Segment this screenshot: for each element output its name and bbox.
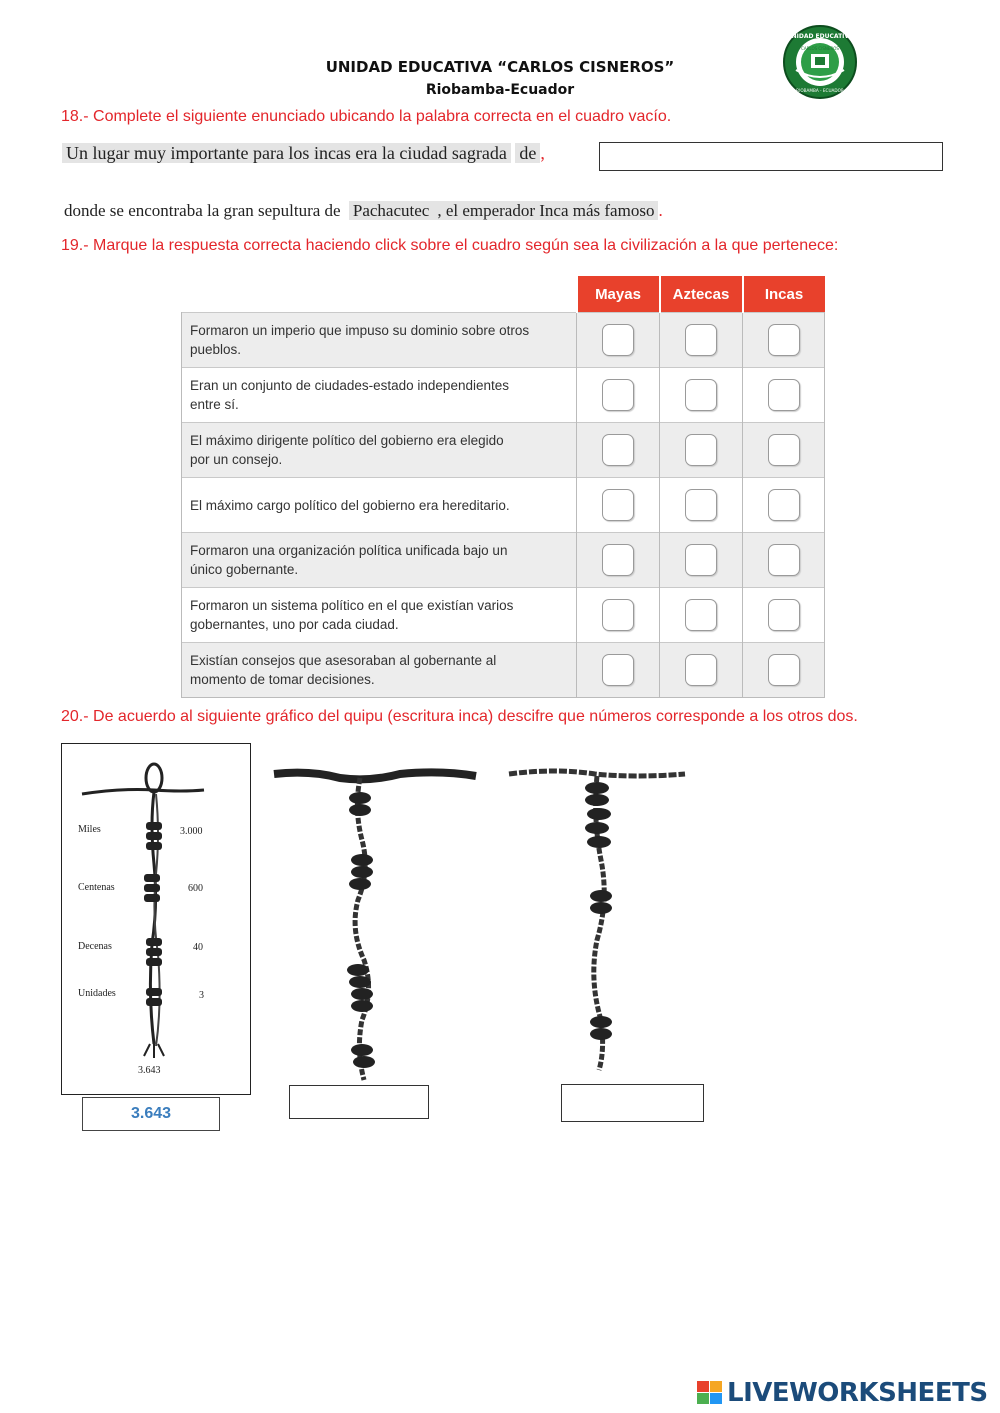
checkbox-incas[interactable]: [768, 379, 800, 411]
statement-cell: [182, 313, 577, 368]
q19-prompt: 19.- Marque la respuesta correcta haciendo click sobre el cuadro según sea la civilización a la que pertenece:: [61, 237, 839, 254]
q18-line2-rest: , el emperador Inca más famoso: [433, 201, 658, 220]
checkbox-aztecas[interactable]: [685, 324, 717, 356]
quipu-value-unidades: 3: [199, 990, 204, 1001]
table-row: [182, 313, 825, 368]
quipu-label-unidades: Unidades: [78, 988, 116, 999]
checkbox-incas[interactable]: [768, 489, 800, 521]
civilization-table: [181, 276, 825, 698]
statement-line1: El máximo dirigente político del gobierno era elegido: [190, 433, 504, 448]
statement-line1: Eran un conjunto de ciudades-estado independientes: [190, 378, 509, 393]
quipu-label-centenas: Centenas: [78, 882, 115, 893]
brand-text: LIVEWORKSHEETS: [727, 1378, 988, 1408]
quipu-2-answer-input[interactable]: [289, 1085, 429, 1119]
checkbox-mayas[interactable]: [602, 379, 634, 411]
checkbox-aztecas[interactable]: [685, 379, 717, 411]
column-aztecas: Aztecas: [660, 276, 743, 313]
table-row: [182, 533, 825, 588]
statement-line2: por un consejo.: [190, 452, 283, 467]
statement-line1: Formaron un imperio que impuso su dominio sobre otros: [190, 323, 530, 338]
quipu-total: 3.643: [138, 1065, 161, 1076]
q18-line1-text: Un lugar muy importante para los incas era la ciudad sagrada: [62, 143, 511, 163]
quipu-value-centenas: 600: [188, 883, 203, 894]
checkbox-incas[interactable]: [768, 599, 800, 631]
checkbox-mayas[interactable]: [602, 434, 634, 466]
checkbox-incas[interactable]: [768, 434, 800, 466]
statement-line2: gobernantes, uno por cada ciudad.: [190, 617, 399, 632]
checkbox-incas[interactable]: [768, 544, 800, 576]
statement-cell: [182, 478, 577, 533]
statement-line2: momento de tomar decisiones.: [190, 672, 375, 687]
column-incas: Incas: [743, 276, 825, 313]
checkbox-aztecas[interactable]: [685, 599, 717, 631]
table-row: [182, 643, 825, 698]
quipu-3-drawing: [505, 760, 690, 1075]
checkbox-mayas[interactable]: [602, 654, 634, 686]
q18-line2-text: donde se encontraba la gran sepultura de: [64, 201, 341, 220]
statement-line2: entre sí.: [190, 397, 239, 412]
checkbox-incas[interactable]: [768, 324, 800, 356]
quipu-3-answer-input[interactable]: [561, 1084, 704, 1122]
q18-line1-comma: ,: [540, 143, 545, 163]
quipu-label-miles: Miles: [78, 824, 101, 835]
table-row: [182, 478, 825, 533]
table-row: [182, 588, 825, 643]
quipu-1-answer: 3.643: [82, 1097, 220, 1131]
checkbox-aztecas[interactable]: [685, 434, 717, 466]
q18-line1: [62, 143, 545, 164]
checkbox-aztecas[interactable]: [685, 544, 717, 576]
logo-text-top: UNIDAD EDUCATIVA: [786, 33, 854, 40]
statement-line2: único gobernante.: [190, 562, 299, 577]
statement-cell: [182, 423, 577, 478]
checkbox-mayas[interactable]: [602, 544, 634, 576]
checkbox-mayas[interactable]: [602, 489, 634, 521]
quipu-example: [61, 743, 251, 1095]
checkbox-aztecas[interactable]: [685, 489, 717, 521]
logo-text-mid: CARLOS CISNEROS: [801, 46, 839, 51]
q18-line1-de: de: [515, 143, 540, 163]
school-location: Riobamba-Ecuador: [425, 82, 575, 98]
statement-cell: [182, 643, 577, 698]
q18-answer-input[interactable]: [599, 142, 943, 171]
q18-line2: [64, 192, 663, 221]
statement-line1: Existían consejos que asesoraban al gobernante al: [190, 653, 497, 668]
statement-line1: Formaron una organización política unificada bajo un: [190, 543, 508, 558]
table-row: [182, 368, 825, 423]
statement-cell: [182, 533, 577, 588]
checkbox-mayas[interactable]: [602, 599, 634, 631]
school-logo: [780, 24, 860, 100]
quipu-2-drawing: [270, 760, 480, 1085]
quipu-value-decenas: 40: [193, 942, 203, 953]
liveworksheets-logo-icon: [697, 1381, 723, 1405]
column-mayas: Mayas: [577, 276, 660, 313]
statement-line2: pueblos.: [190, 342, 242, 357]
statement-cell: [182, 588, 577, 643]
q18-line2-end: .: [658, 201, 663, 220]
q20-prompt: 20.- De acuerdo al siguiente gráfico del quipu (escritura inca) descifre que números corresponde a los otros dos.: [61, 708, 858, 725]
header-blank: [182, 276, 577, 313]
table-row: [182, 423, 825, 478]
quipu-label-decenas: Decenas: [78, 941, 112, 952]
checkbox-mayas[interactable]: [602, 324, 634, 356]
school-name: UNIDAD EDUCATIVA “CARLOS CISNEROS”: [325, 58, 675, 76]
liveworksheets-brand: [697, 1378, 997, 1408]
quipu-example-drawing: [62, 744, 250, 1094]
checkbox-incas[interactable]: [768, 654, 800, 686]
quipu-value-miles: 3.000: [180, 826, 203, 837]
statement-line1: El máximo cargo político del gobierno era hereditario.: [190, 497, 510, 513]
statement-cell: [182, 368, 577, 423]
q18-prompt: 18.- Complete el siguiente enunciado ubicando la palabra correcta en el cuadro vacío.: [61, 108, 672, 125]
statement-line1: Formaron un sistema político en el que existían varios: [190, 598, 514, 613]
q18-line2-name: Pachacutec: [349, 201, 433, 220]
checkbox-aztecas[interactable]: [685, 654, 717, 686]
logo-text-bottom: RIOBAMBA - ECUADOR: [796, 88, 844, 93]
